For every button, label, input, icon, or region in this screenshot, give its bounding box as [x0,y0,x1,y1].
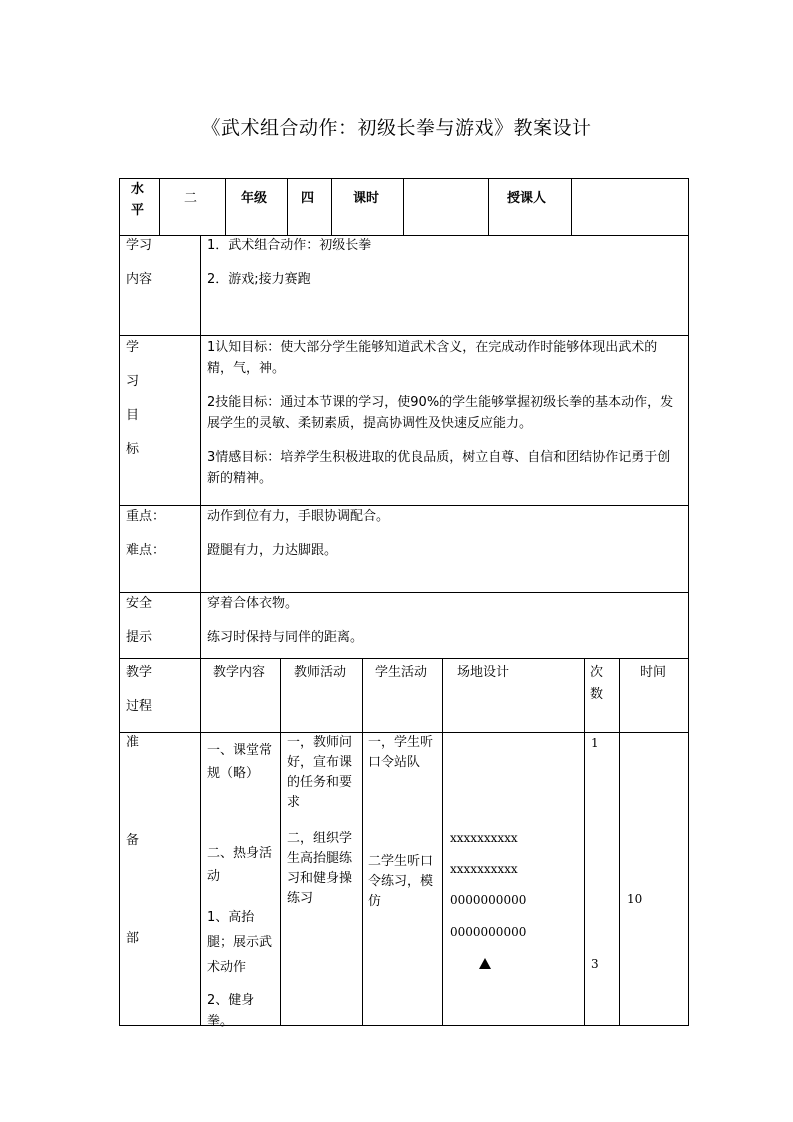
key-point-label: 重点： [126,509,166,524]
col-divider [571,178,572,235]
row-divider [119,658,689,659]
site-row: 0000000000 [450,925,527,939]
student-activity: 二学生听口令练习，模仿 [368,854,434,909]
times-value: 3 [591,957,599,971]
safety-text: 穿着合体衣物。 [207,596,299,611]
goal-item: 3情感目标：培养学生积极进取的优良品质，树立自尊、自信和团结协作记勇于创新的精神。 [207,450,671,486]
col-divider [584,658,585,1026]
goals-label: 标 [126,442,140,457]
row-divider [119,505,689,506]
col-divider [442,658,443,1026]
col-header-times-1: 次 [590,665,604,680]
prep-content: 2、健身拳。 [207,993,255,1029]
row-divider [119,235,689,236]
document-title: 《武术组合动作：初级长拳与游戏》教案设计 [201,117,592,139]
period-label: 课时 [353,191,380,206]
safety-label-1: 安全 [126,596,153,611]
goals-label: 习 [126,374,140,389]
level-value: 二 [184,191,198,206]
col-divider [488,178,489,235]
col-header-teacher: 教师活动 [294,665,347,680]
content-item: 2．游戏;接力赛跑 [207,272,311,287]
content-label-1: 学习 [126,238,153,253]
col-divider [287,178,288,235]
row-divider [119,335,689,336]
col-divider [331,178,332,235]
col-header-time: 时间 [640,665,667,680]
prep-content: 1、高抬腿；展示武术动作 [207,910,273,975]
col-header-content: 教学内容 [213,665,266,680]
process-label-1: 教学 [126,665,153,680]
col-divider [225,178,226,235]
col-divider [619,658,620,1026]
safety-text: 练习时保持与同伴的距离。 [207,630,364,645]
col-divider [159,178,160,235]
prep-content: 二、热身活动 [207,846,273,884]
key-point-text: 动作到位有力，手眼协调配合。 [207,509,390,524]
level-label-1: 水 [131,182,145,197]
teacher-label: 授课人 [507,191,547,206]
content-item: 1．武术组合动作：初级长拳 [207,238,372,253]
teacher-activity: 二，组织学生高抬腿练习和健身操练习 [287,831,353,906]
teacher-activity: 一，教师问好，宣布课的任务和要求 [287,735,353,810]
col-divider [200,235,201,1026]
difficulty-label: 难点： [126,543,166,558]
prep-content: 一、课堂常规（略） [207,743,273,781]
goal-item: 2技能目标：通过本节课的学习，使90%的学生能够掌握初级长拳的基本动作，发展学生的灵敏、柔韧素质，提高协调性及快速反应能力。 [207,395,674,431]
level-label-2: 平 [131,203,145,218]
site-row: xxxxxxxxxx [450,831,518,845]
col-divider [403,178,404,235]
time-value: 10 [627,892,643,906]
col-header-times-2: 数 [590,687,604,702]
col-header-student: 学生活动 [375,665,428,680]
prep-section-label: 部 [126,931,140,946]
times-value: 1 [591,736,599,750]
goals-label: 学 [126,340,140,355]
grade-value: 四 [301,191,315,206]
site-row: xxxxxxxxxx [450,862,518,876]
prep-section-label: 准 [126,735,140,750]
col-header-site: 场地设计 [457,665,510,680]
safety-label-2: 提示 [126,630,153,645]
grade-label: 年级 [241,191,268,206]
col-divider [280,658,281,1026]
content-label-2: 内容 [126,272,153,287]
site-row: 0000000000 [450,893,527,907]
triangle-icon [479,958,491,969]
row-divider [119,592,689,593]
difficulty-text: 蹬腿有力，力达脚跟。 [207,543,338,558]
goals-label: 目 [126,408,140,423]
process-label-2: 过程 [126,699,153,714]
col-divider [362,658,363,1026]
student-activity: 一，学生听口令站队 [368,735,434,770]
goal-item: 1认知目标：使大部分学生能够知道武术含义，在完成动作时能够体现出武术的精，气，神。 [207,340,658,376]
prep-section-label: 备 [126,833,140,848]
